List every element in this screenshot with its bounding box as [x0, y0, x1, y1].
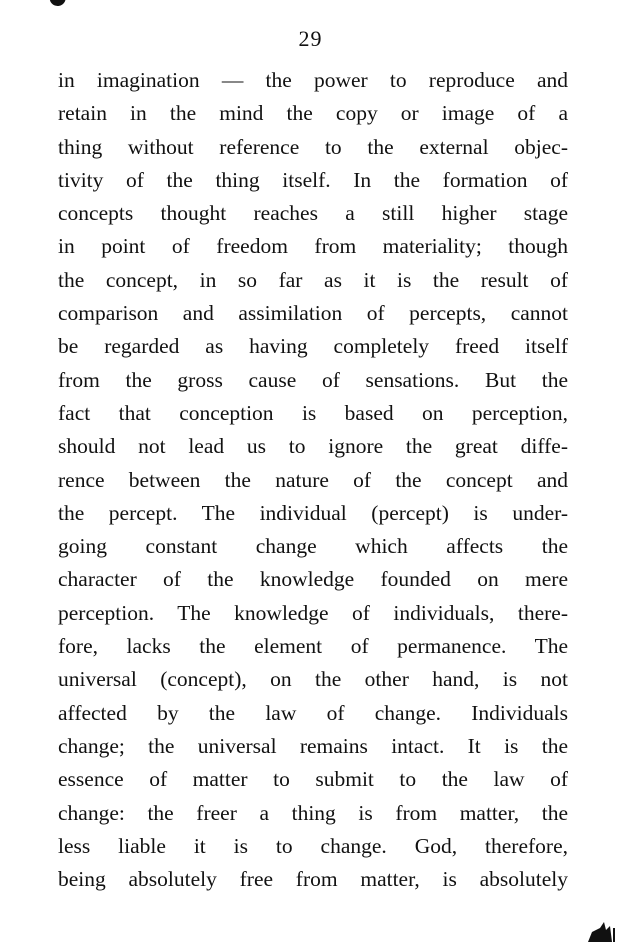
text-line: less liable it is to change. God, therefore,	[58, 833, 568, 858]
text-line: fact that conception is based on perception,	[58, 400, 568, 425]
scan-ink-mark	[49, 0, 67, 7]
text-line: concepts thought reaches a still higher stage	[58, 201, 568, 226]
text-line: thing without reference to the external objec-	[58, 134, 568, 159]
text-line: from the gross cause of sensations. But the	[58, 367, 568, 392]
text-line: be regarded as having completely freed itself	[58, 334, 568, 359]
body-text	[58, 64, 568, 896]
text-line: retain in the mind the copy or image of a	[58, 101, 568, 126]
text-line: the percept. The individual (percept) is under-	[58, 500, 568, 525]
text-line: the concept, in so far as it is the result of	[58, 267, 568, 292]
text-line: going constant change which affects the	[58, 534, 568, 559]
page-number: 29	[298, 26, 323, 51]
text-line: fore, lacks the element of permanence. The	[58, 634, 568, 659]
text-line: tivity of the thing itself. In the formation of	[58, 167, 568, 192]
text-line: rence between the nature of the concept and	[58, 467, 568, 492]
text-line: perception. The knowledge of individuals, there-	[58, 600, 568, 625]
scan-corner-mark	[586, 918, 616, 942]
text-line: comparison and assimilation of percepts, cannot	[58, 301, 568, 326]
text-line: change; the universal remains intact. It is the	[58, 733, 568, 758]
text-line: affected by the law of change. Individuals	[58, 700, 568, 725]
text-line: being absolutely free from matter, is absolutely	[58, 867, 568, 892]
text-line: in point of freedom from materiality; though	[58, 234, 568, 259]
text-line: universal (concept), on the other hand, is not	[58, 667, 568, 692]
text-line: should not lead us to ignore the great diffe-	[58, 434, 568, 459]
text-line: character of the knowledge founded on mere	[58, 567, 568, 592]
text-line: in imagination — the power to reproduce and	[58, 68, 568, 92]
text-line: essence of matter to submit to the law of	[58, 767, 568, 792]
text-line: change: the freer a thing is from matter, the	[58, 800, 568, 825]
